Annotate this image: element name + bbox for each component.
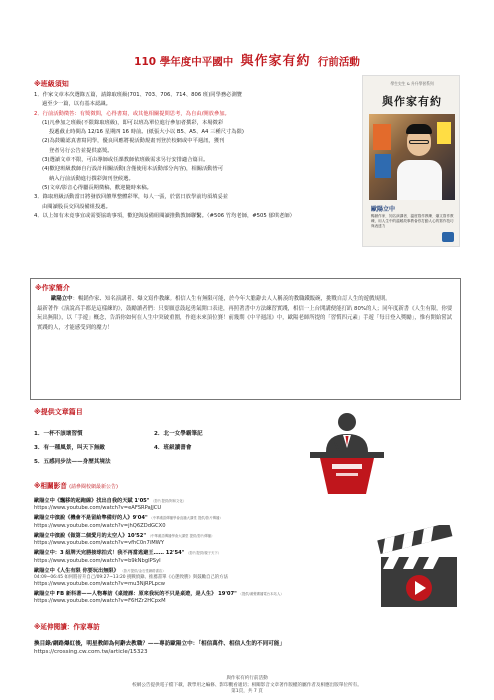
video-title: 歐陽立中《人生有限 你要玩出無限》 [34,567,119,574]
notes-line: 2．行前活動徵答：有獎徵問，心得書寫，或其他相關提問思考，為自由/開放參加。 [34,110,230,117]
publisher-logo-icon [442,232,454,242]
video-title: 歐陽立中演說《做第二個愛月的太空人》10'52" [34,532,147,539]
book-author: 歐陽立中 [371,206,396,213]
footer-note: 校網公告提供電子檔下載，教學用之編修、影印觀看適切；相關影音文章著作版權的屬作者及相應出版單位所有。 [132,682,362,688]
video-item [34,533,354,547]
intro-para1: ：暢銷作家、知名演講者、爆文寫作教練。相信人生有無限可能，於今年大膽辭去人人稱羨的教職鐵飯碗，挑戰自訂人生的遊戲規則。 [72,296,391,302]
footer-title: 與作家有約行前活動 [226,676,268,681]
notes-line: (5)文章/影音心得屬長期徵稿，歡迎隨時來稿。 [42,184,152,191]
author-figure [397,160,442,200]
video-item [34,515,354,529]
book-series: 學生尖生 & 升升學習系列 [390,81,434,86]
clapperboard-icon [375,525,463,611]
notes-line: 登者另行公告並提供嘉獎。 [49,147,113,154]
extended-reading [34,621,464,656]
intro-heading: ※作家簡介 [35,284,70,292]
topic-item: 5．五感同步法——身歷其境法 [34,459,111,465]
title-suffix: 行前活動 [317,56,360,68]
videos-heading-note: (請參閱校網最新公告) [69,484,118,490]
author-name: 歐陽立中 [51,296,73,302]
video-item [34,498,354,512]
book-cover [362,75,460,247]
notes-line: (2)為鼓勵認真書寫同學，優良回應將視活動規畫刊登於校網或中平週訊，獲刊 [42,138,225,145]
topic-item: 4．班級讀書會 [154,445,192,451]
video-timestamps: 04:09~06:45 如何將晉升自己/09:27~13:20 挑戰偵錄、推薦書單《心態致勝》與鼓勵自己的方法 [34,575,228,581]
page-number: 第1頁，共 7 頁 [231,689,263,694]
video-title: 歐陽立中《飄移的起跑線》找出自我的天賦 1'05" [34,498,150,504]
video-item [34,550,354,564]
topics-heading: ※提供文章篇目 [34,408,83,416]
video-source: （提供/漢聲廣播電台本站人） [238,592,284,597]
video-title: 歐陽立中演說《機會不是留給準備好的人》9'04" [34,515,148,522]
book-thumbnail [373,124,391,150]
video-source: （中華漢語傳播學會直播大講堂 提供/影片傳播） [149,516,223,521]
book-description: 暢銷作家．知名演講者．溫度寫作教練．爆文寫作教練，用人生中的溫暖故事教會你打動人心的寫作技巧與表達力 [371,214,454,229]
videos-heading [34,480,354,490]
notes-line: 由閱讀股長交回設備組投遞。 [42,203,111,210]
video-source: （影片提供/阿和文化） [151,499,187,503]
extended-heading: ※延伸閱讀：作家專訪 [34,623,100,631]
topic-item: 2．北一女學霸筆記 [154,431,203,437]
title-main: 與作家有約 [240,54,311,69]
class-notes [34,91,304,221]
author-intro-box [30,278,461,400]
video-link[interactable]: https://www.youtube.com/watch?v=vfhC0n7iMWY [34,540,164,547]
notes-line: 納入行前活動進行撰彩與刊登候選。 [49,175,134,182]
video-source: （影片提供/親子天下） [186,551,222,556]
author-hair [406,124,432,134]
article-topics [34,417,284,465]
notes-heading: ※班級須知 [34,80,69,88]
video-item [34,568,354,588]
author-glasses [409,140,429,144]
notes-line: 1．作家文章本次選錄五篇，請錄取班級(701、703、706、714、806 班)同學務必測覽 [34,92,243,98]
video-title: 歐陽立中 FB 新科著——人物專訪《桌遊課：原來我玩的不只是桌遊，是人生》 19'07" [34,591,237,598]
notes-line: 4．以上如有未竟事宜或需要協助事項，歡迎與設備組閱讀推動教師聯繫。（#506 竹均老師，#505 郁琪老師） [34,212,295,219]
page-title [0,50,494,69]
video-link[interactable]: https://www.youtube.com/watch?v=eAFSRPaJJCU [34,505,162,512]
notes-line: (1)凡參加之班級(不限錄取班級)，即可以班為單位進行參加者撰彩，本場徵彩 [42,119,224,126]
notes-line: 投遞截止時間為 12/16 星期四 16 時前。(紙張大小以 B5、A5、A4 三種尺寸為限) [49,129,244,136]
title-prefix: 110 學年度中平國中 [134,56,234,68]
topic-item: 3．有一種風景，叫天下無敵 [34,445,106,451]
page-footer [0,676,494,696]
extended-title: 換目錄/網路爆紅後，明星教師為何辭去教職？——專訪歐陽立中：「相信萬件、相信人生的不同可能」 [34,641,285,647]
notes-line: 3．錄取班級活動當日將發放回饋單整體彩單，每人一張，於當日放學前均須填妥並 [34,194,229,201]
video-title: 歐陽立中：3 組牌天完勝接球拍式！我不再當逃避王…… 12'54" [34,550,185,557]
video-link[interactable]: https://www.youtube.com/watch?v=F6HZr2HCpxM [34,598,166,605]
video-link[interactable]: https://www.youtube.com/watch?v=mu3NjRPLpcw [34,581,166,588]
notes-line: 過至少一篇，以有基本認識。 [42,101,111,108]
related-videos [34,480,354,608]
video-link[interactable]: https://www.youtube.com/watch?v=jhQ6ZDdGCX0 [34,522,166,529]
notes-line: (4)歡迎班級教師自行設計相關活動(含僅使用本活動部分內容)，相關活動皆可 [42,166,224,173]
video-source: （中華漢語傳播學會大講堂 提供/影片傳播） [147,533,215,538]
book-thumbnail [437,122,451,144]
intro-body [37,295,455,333]
notes-line: (3)選讀文章不限，可由導師或任課教師依班級需求另行安排適合篇目。 [42,157,209,164]
video-source: （影片提供/金石堂網路書店） [120,568,166,573]
video-link[interactable]: https://www.youtube.com/watch?v=b9kNbgIPSyI [34,557,161,564]
extended-link[interactable]: https://crossing.cw.com.tw/article/15323 [34,649,148,655]
topic-item: 1．一杯不該壞習慣 [34,431,83,437]
intro-para2: 最新著作《演說高手都是這樣練的》，鼓勵讀者們：只要願意鼓起勇氣開口表達，再照著書中方法練習實踐，相信一上台開講便能打趴 80%的人；同年度新書《人生有限，你要玩出無限》，以「手遊」概念，告訴你如何在人生中突破重圍，作進未來頂位賽！前幾期《中平週訊》中，歐陽老師所提的「習慣四元素」手遊「每日登入獎勵」，惟有開始嘗試實踐的人，才能感受到的魔力！ [37,305,453,331]
author-photo [369,114,455,200]
book-thumbnail [375,154,391,178]
book-title: 與作家有約 [382,95,442,108]
videos-heading-text: ※相關影音 [34,482,67,490]
